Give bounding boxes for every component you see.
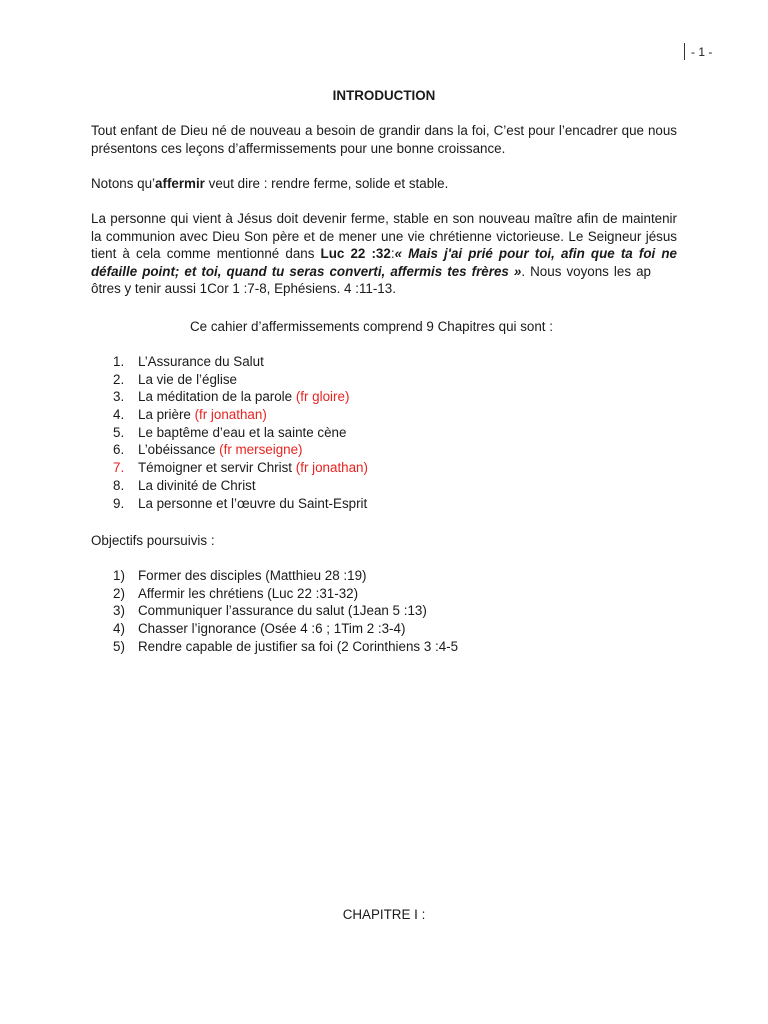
list-text: Rendre capable de justifier sa foi (2 Corinthiens 3 :4-5 — [138, 638, 459, 654]
list-text: L’obéissance — [138, 442, 220, 458]
list-item — [91, 585, 458, 603]
list-text: La vie de l’église — [138, 371, 238, 387]
list-item — [91, 371, 368, 389]
list-item — [91, 406, 368, 424]
list-number: 2. — [113, 371, 125, 387]
list-text: Chasser l’ignorance (Osée 4 :6 ; 1Tim 2 :3-4) — [138, 621, 406, 637]
list-item — [91, 424, 368, 442]
list-text: Former des disciples (Matthieu 28 :19) — [138, 568, 367, 583]
list-note: (fr jonathan) — [295, 460, 368, 476]
list-number: 3) — [113, 603, 125, 619]
list-item — [91, 353, 368, 371]
list-item — [91, 388, 368, 406]
scripture-paragraph: La personne qui vient à Jésus doit devenir ferme, stable en son nouveau maître afin de maintenir la communion avec Dieu Son père et de mener une vie chrétienne victorieuse. Le Seigneur jésus tient à cela comme mentionné dans Luc 22 :32:« Mais j'ai prié pour toi, afin que ta foi ne défaille point; et toi, quand tu seras converti, affermis tes frères ». Nous voyons les apôtres y tenir aussi 1Cor 1 :7-8, Ephésiens. 4 :11-13. — [91, 211, 677, 297]
page-number: - 1 - — [684, 43, 712, 60]
chapters-intro: Ce cahier d’affermissements comprend 9 Chapitres qui sont : — [190, 319, 553, 334]
list-item — [91, 638, 458, 656]
list-number: 3. — [113, 389, 125, 405]
list-item — [91, 495, 368, 513]
list-number: 7. — [113, 460, 125, 476]
scripture-quote: « Mais j'ai prié pour toi, afin que ta foi ne défaille point; et toi, quand tu seras converti, affermis tes frères » — [91, 246, 677, 279]
list-number: 2) — [113, 585, 125, 601]
list-text: Témoigner et servir Christ — [138, 460, 296, 476]
list-text: La prière — [138, 407, 195, 423]
list-text: La divinité de Christ — [138, 477, 256, 493]
list-number: 8. — [113, 477, 125, 493]
list-item — [91, 441, 368, 459]
header-rule — [684, 43, 685, 60]
keyword-affermir: affermir — [155, 176, 205, 191]
list-item — [91, 620, 458, 638]
list-text: La personne et l’œuvre du Saint-Esprit — [138, 495, 368, 511]
objectives-list — [91, 567, 458, 655]
scripture-reference: Luc 22 :32 — [320, 246, 391, 262]
list-note: (fr merseigne) — [219, 442, 303, 458]
list-item — [91, 459, 368, 477]
chapters-list — [91, 353, 368, 512]
intro-paragraph: Tout enfant de Dieu né de nouveau a besoin de grandir dans la foi, C’est pour l’encadrer que nous présentons ces leçons d’affermissements pour une bonne croissance. — [91, 123, 677, 156]
list-item — [91, 477, 368, 495]
list-number: 9. — [113, 495, 125, 511]
definition-paragraph: Notons qu’affermir veut dire : rendre ferme, solide et stable. — [91, 176, 449, 191]
list-note: (fr jonathan) — [194, 407, 267, 423]
chapter-heading: CHAPITRE I : — [342, 907, 426, 922]
list-number: 6. — [113, 442, 125, 458]
list-number: 4) — [113, 621, 125, 637]
list-number: 1. — [113, 354, 125, 369]
objectives-heading: Objectifs poursuivis : — [91, 533, 215, 548]
list-text: L’Assurance du Salut — [138, 354, 264, 369]
list-number: 5. — [113, 424, 125, 440]
list-text: Communiquer l’assurance du salut (1Jean 5 :13) — [138, 603, 427, 619]
list-number: 4. — [113, 407, 125, 423]
document-title: INTRODUCTION — [332, 88, 436, 103]
list-item — [91, 567, 458, 585]
list-text: La méditation de la parole — [138, 389, 296, 405]
list-text: Affermir les chrétiens (Luc 22 :31-32) — [138, 585, 359, 601]
list-number: 1) — [113, 568, 125, 583]
list-number: 5) — [113, 638, 125, 654]
list-note: (fr gloire) — [295, 389, 350, 405]
list-item — [91, 602, 458, 620]
list-text: Le baptême d’eau et la sainte cène — [138, 424, 347, 440]
